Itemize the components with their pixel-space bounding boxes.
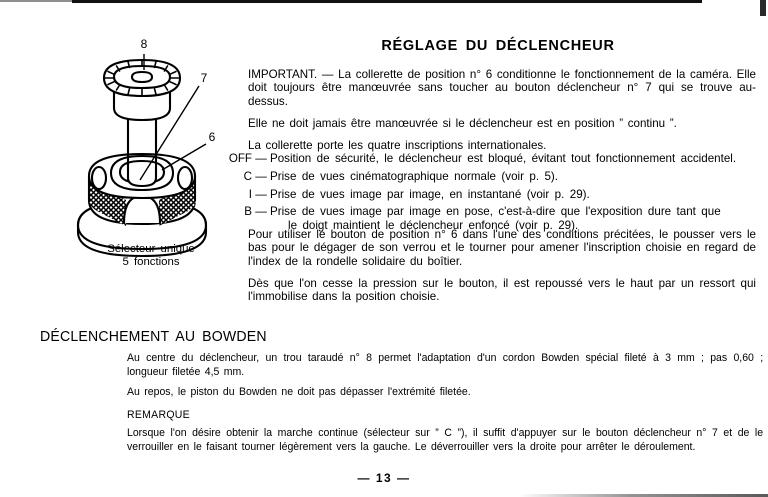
position-key-off: OFF <box>228 152 252 165</box>
page-title: RÉGLAGE DU DÉCLENCHEUR <box>381 38 615 54</box>
intro-text-block <box>248 68 756 161</box>
figure-caption <box>56 243 246 269</box>
figure-caption-line1: Sélecteur unique <box>107 243 195 255</box>
paragraph-important: IMPORTANT. — La collerette de position n° 6 conditionne le fonctionnement de la caméra. Elle doit toujours être manœuvrée sans toucher au bouton déclencheur n° 7 qui se trouve au-dessus. <box>248 68 756 108</box>
scan-artifact-top-left <box>0 0 72 2</box>
position-desc-off: Position de sécurité, le déclencheur est bloqué, évitant tout fonctionnement accidentel. <box>270 152 737 165</box>
paragraph-continu-warning: Elle ne doit jamais être manœuvrée si le déclencheur est en position ” continu ”. <box>248 116 677 130</box>
list-item <box>224 152 758 165</box>
remarque-text-block <box>127 427 763 454</box>
selector-positions-list <box>224 152 758 236</box>
callout-label-7: 7 <box>200 71 208 85</box>
remarque-label: REMARQUE <box>127 409 190 421</box>
paragraph-spring-return: Dès que l'on cesse la pression sur le bouton, il est repoussé vers le haut par un ressort qui l'immobilise dans la position choisie. <box>248 276 756 304</box>
dash-separator: — <box>255 152 267 165</box>
position-desc-c: Prise de vues cinématographique normale (voir p. 5). <box>270 169 558 183</box>
paragraph-howto-turn: Pour utiliser le bouton de position n° 6 dans l'une des conditions précitées, le pousser vers le bas pour le dégager de son verrou et le tourner pour amener l'inscription choisie en regard de l'index de la rondelle solidaire du boîtier. <box>248 228 756 268</box>
paragraph-bowden-thread: Au centre du déclencheur, un trou taraudé n° 8 permet l'adaptation d'un cordon Bowden spécial fileté à 3 mm ; pas 0,60 ; longueur filetée 4,5 mm. <box>127 352 764 378</box>
callout-label-6: 6 <box>208 130 216 144</box>
position-key-b: B <box>244 205 252 219</box>
scan-artifact-corner <box>760 0 766 16</box>
list-item <box>224 170 758 183</box>
dash-separator: — <box>255 169 267 183</box>
section-heading-bowden: DÉCLENCHEMENT AU BOWDEN <box>40 328 267 345</box>
figure-caption-line2: 5 fonctions <box>122 256 180 268</box>
position-key-i: I <box>248 187 252 201</box>
position-desc-b-line2: le doigt maintient le déclencheur enfoncé (voir p. 29). <box>288 218 579 232</box>
paragraph-four-inscriptions: La collerette porte les quatre inscriptions internationales. <box>248 139 547 153</box>
usage-text-block <box>248 228 756 312</box>
position-desc-i: Prise de vues image par image, en instantané (voir p. 29). <box>270 187 590 201</box>
bowden-text-block <box>127 352 763 407</box>
callout-label-8: 8 <box>140 37 148 51</box>
paragraph-bowden-rest: Au repos, le piston du Bowden ne doit pas dépasser l'extrémité filetée. <box>127 386 471 399</box>
list-item <box>224 188 758 201</box>
paragraph-remarque: Lorsque l'on désire obtenir la marche continue (sélecteur sur ” C ”), il suffit d'appuyer sur le bouton déclencheur n° 7 et de le verrouiller en le faisant tourner légèrement vers la gauche. Le déverrouiller vers la droite pour arrêter le déroulement. <box>127 427 764 453</box>
page-number: — 13 — <box>357 471 411 485</box>
position-key-c: C <box>243 169 252 183</box>
dash-separator: — <box>255 205 267 219</box>
dash-separator: — <box>255 187 267 201</box>
scan-artifact-top-bar <box>72 0 702 3</box>
position-desc-b-line1: Prise de vues image par image en pose, c'est-à-dire que l'exposition dure tant que <box>270 205 721 219</box>
